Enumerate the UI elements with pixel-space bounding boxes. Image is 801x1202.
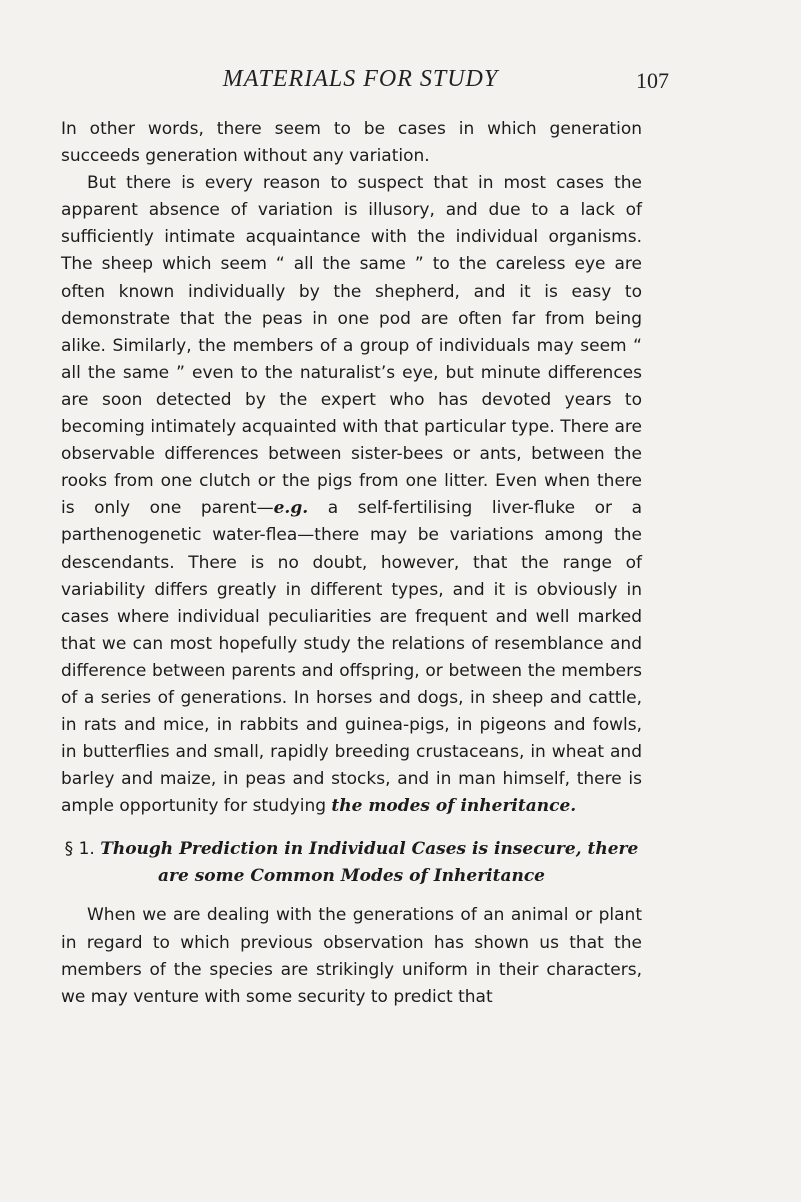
paragraph-3: When we are dealing with the generations of an animal or plant in regard to which previous observation has shown us that the members of the species are strikingly uniform in their characters, we may venture with some security to predict that: [61, 905, 642, 1007]
page-number: 107: [636, 68, 669, 93]
paragraph-2-eg: e.g.: [273, 498, 309, 519]
paragraph-1: In other words, there seem to be cases in which generation succeeds generation without any variation.: [61, 119, 642, 167]
paragraph-2-emphasis: the modes of inheritance.: [331, 796, 577, 817]
section-title: Though Prediction in Individual Cases is insecure, there are some Common Modes of Inheritance: [100, 839, 639, 887]
running-head: MATERIALS FOR STUDY: [222, 66, 499, 92]
paragraph-2-continued: a self-fertilising liver-fluke or a parthenogenetic water-flea—there may be variations among the descendants. There is no doubt, however, that the range of variability differs greatly in different types, and it is obviously in cases where individual peculiarities are frequent and well marked that we can most hopefully study the relations of resemblance and difference between parents and offspring, or between the members of a series of generations. In horses and dogs, in sheep and cattle, in rats and mice, in rabbits and guinea-pigs, in pigeons and fowls, in butterflies and small, rapidly breeding crustaceans, in wheat and barley and maize, in peas and stocks, and in man himself, there is ample opportunity for studying: [61, 498, 642, 817]
body-text: [61, 116, 642, 1011]
section-number: § 1.: [64, 839, 95, 860]
paragraph-2: [61, 170, 642, 820]
section-heading: [61, 836, 642, 890]
paragraph-2-text: But there is every reason to suspect that in most cases the apparent absence of variation is illusory, and due to a lack of sufficiently intimate acquaintance with the individual organisms. The sheep which seem “ all the same ” to the careless eye are often known individually by the shepherd, and it is easy to demonstrate that the peas in one pod are often far from being alike. Similarly, the members of a group of individuals may seem “ all the same ” even to the naturalist’s eye, but minute differences are soon detected by the expert who has devoted years to becoming intimately acquainted with that particular type. There are observable differences between sister-bees or ants, between the rooks from one clutch or the pigs from one litter. Even when there is only one parent—: [61, 173, 642, 519]
